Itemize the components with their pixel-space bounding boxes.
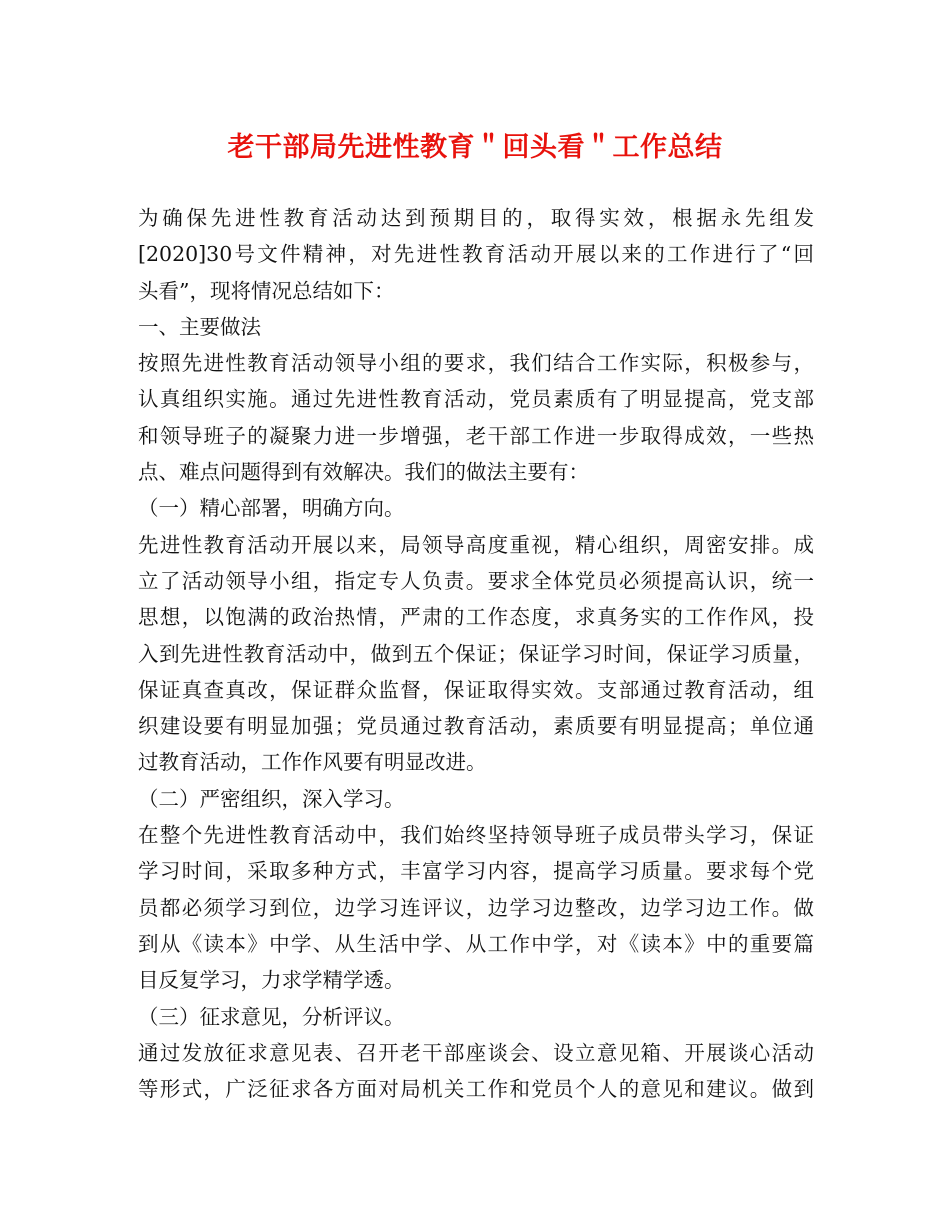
body-line: （一）精心部署，明确方向。: [138, 496, 405, 521]
body-line: 认真组织实施。通过先进性教育活动，党员素质有了明显提高，党支部: [138, 387, 814, 412]
body-line: 在整个先进性教育活动中，我们始终坚持领导班子成员带头学习，保证: [138, 823, 814, 848]
body-line: 保证真查真改，保证群众监督，保证取得实效。支部通过教育活动，组: [138, 677, 814, 702]
body-line: （二）严密组织，深入学习。: [138, 786, 405, 811]
body-line: 按照先进性教育活动领导小组的要求，我们结合工作实际，积极参与，: [138, 351, 814, 376]
body-line: 入到先进性教育活动中，做到五个保证；保证学习时间，保证学习质量，: [138, 641, 814, 666]
body-line: 先进性教育活动开展以来，局领导高度重视，精心组织，周密安排。成: [138, 532, 814, 557]
body-line: 思想，以饱满的政治热情，严肃的工作态度，求真务实的工作作风，投: [138, 605, 814, 630]
body-line: （三）征求意见，分析评议。: [138, 1004, 405, 1029]
body-line: 等形式，广泛征求各方面对局机关工作和党员个人的意见和建议。做到: [138, 1077, 814, 1102]
document-title: 老干部局先进性教育＂回头看＂工作总结: [227, 132, 723, 163]
body-line: 通过发放征求意见表、召开老干部座谈会、设立意见箱、开展谈心活动: [138, 1040, 814, 1065]
body-line: 学习时间，采取多种方式，丰富学习内容，提高学习质量。要求每个党: [138, 859, 814, 884]
body-line: 员都必须学习到位，边学习连评议，边学习边整改，边学习边工作。做: [138, 895, 814, 920]
body-line: 织建设要有明显加强；党员通过教育活动，素质要有明显提高；单位通: [138, 714, 814, 739]
document-body: [138, 200, 814, 1107]
body-line: 和领导班子的凝聚力进一步增强，老干部工作进一步取得成效，一些热: [138, 423, 814, 448]
body-line: [2020]30号文件精神，对先进性教育活动开展以来的工作进行了“回: [138, 242, 814, 267]
body-line: 为确保先进性教育活动达到预期目的，取得实效，根据永先组发: [138, 206, 814, 230]
body-line: 头看”，现将情况总结如下：: [138, 278, 395, 303]
body-line: 点、难点问题得到有效解决。我们的做法主要有：: [138, 460, 589, 485]
body-line: 到从《读本》中学、从生活中学、从工作中学，对《读本》中的重要篇: [138, 931, 814, 956]
body-line: 一、主要做法: [138, 314, 261, 339]
body-line: 过教育活动，工作作风要有明显改进。: [138, 750, 487, 775]
body-line: 立了活动领导小组，指定专人负责。要求全体党员必须提高认识，统一: [138, 568, 814, 593]
body-line: 目反复学习，力求学精学透。: [138, 968, 405, 993]
